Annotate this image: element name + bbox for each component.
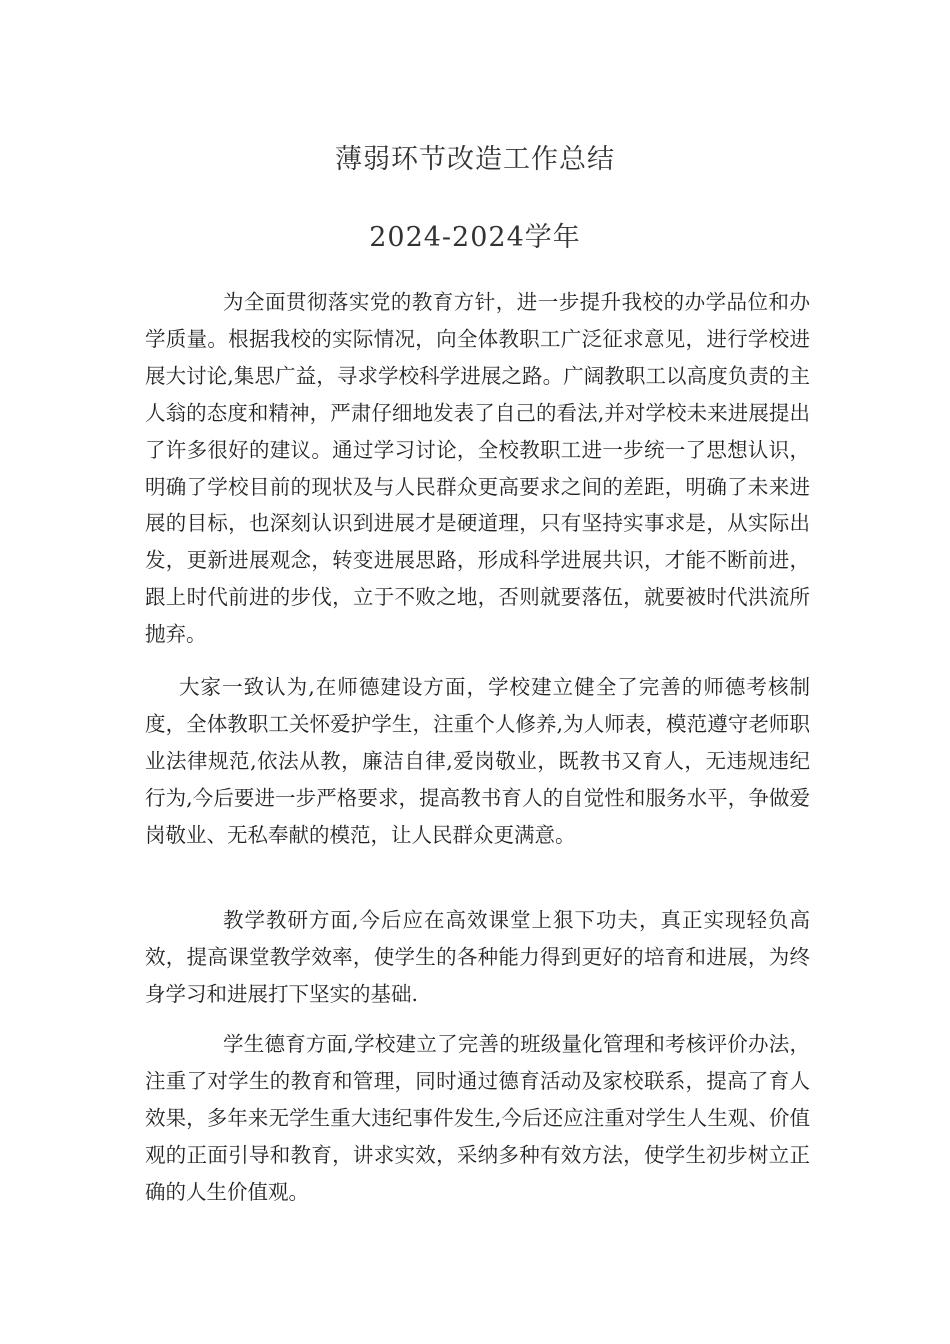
paragraph-teaching: 教学教研方面,今后应在高效课堂上狠下功夫，真正实现轻负高效，提高课堂教学效率，使学生的各种能力得到更好的培育和进展，为终身学习和进展打下坚实的基础. (145, 908, 810, 1006)
paragraph-ethics: 大家一致认为,在师德建设方面，学校建立健全了完善的师德考核制度，全体教职工关怀爱护学生，注重个人修养,为人师表，模范遵守老师职业法律规范,依法从教，廉洁自律,爱岗敬业，既教书又育人，无违规违纪行为,今后要进一步严格要求，提高教书育人的自觉性和服务水平，争做爱岗敬业、无私奉献的模范，让人民群众更满意。 (145, 675, 810, 847)
document-title: 薄弱环节改造工作总结 (335, 144, 615, 175)
document-subtitle: 2024-2024学年 (369, 222, 581, 253)
paragraph-intro: 为全面贯彻落实党的教育方针，进一步提升我校的办学品位和办学质量。根据我校的实际情况，向全体教职工广泛征求意见，进行学校进展大讨论,集思广益，寻求学校科学进展之路。广阔教职工以高度负责的主人翁的态度和精神，严肃仔细地发表了自己的看法,并对学校未来进展提出了许多很好的建议。通过学习讨论，全校教职工进一步统一了思想认识，明确了学校目前的现状及与人民群众更高要求之间的差距，明确了未来进展的目标，也深刻认识到进展才是硬道理，只有坚持实事求是，从实际出发，更新进展观念，转变进展思路，形成科学进展共识，才能不断前进，跟上时代前进的步伐，立于不败之地，否则就要落伍，就要被时代洪流所抛弃。 (145, 290, 810, 647)
paragraph-moral-education: 学生德育方面,学校建立了完善的班级量化管理和考核评价办法，注重了对学生的教育和管理，同时通过德育活动及家校联系，提高了育人效果，多年来无学生重大违纪事件发生,今后还应注重对学生人生观、价值观的正面引导和教育，讲求实效，采纳多种有效方法，使学生初步树立正确的人生价值观。 (145, 1032, 810, 1204)
